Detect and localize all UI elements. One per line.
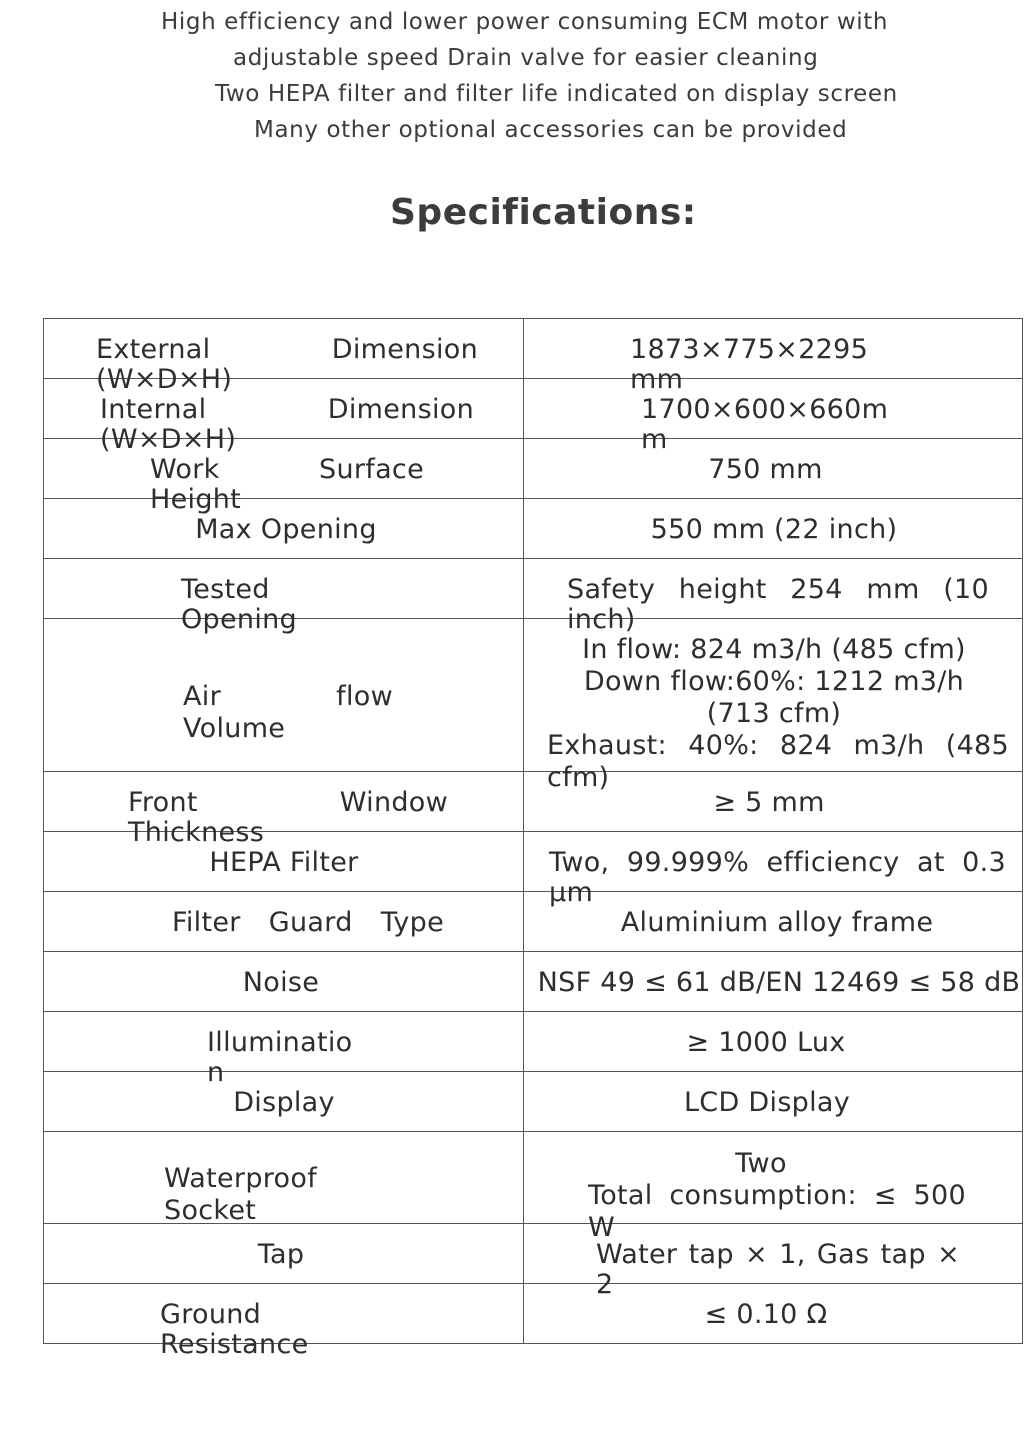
spec-value: 750 mm xyxy=(708,454,823,485)
spec-label: Air flow Volume xyxy=(183,681,393,744)
spec-label-cell xyxy=(44,892,524,952)
table-row xyxy=(44,379,1023,439)
spec-value-cell xyxy=(524,379,1023,455)
spec-label: Tested Opening xyxy=(181,574,297,635)
spec-label-cell xyxy=(44,1072,524,1132)
spec-value-cell xyxy=(524,892,1023,952)
spec-value: Water tap × 1, Gas tap × 2 xyxy=(596,1239,960,1300)
table-row xyxy=(44,1012,1023,1072)
spec-label: Front Window Thickness xyxy=(128,787,448,848)
spec-label: Ground Resistance xyxy=(160,1299,309,1360)
table-row xyxy=(44,619,1023,772)
spec-label-cell xyxy=(44,952,524,1012)
spec-value-cell xyxy=(524,772,1023,832)
specifications-table xyxy=(43,318,1023,1360)
spec-value-cell xyxy=(524,439,1023,499)
spec-label-cell xyxy=(44,499,524,559)
intro-line-accessories: Many other optional accessories can be provided xyxy=(254,117,848,143)
spec-value-cell xyxy=(524,1224,1023,1300)
spec-label-cell xyxy=(44,439,524,515)
table-row xyxy=(44,772,1023,832)
table-row xyxy=(44,1132,1023,1224)
spec-value-cell xyxy=(524,1072,1023,1132)
table-row xyxy=(44,1284,1023,1344)
spec-label: Tap xyxy=(257,1239,305,1270)
spec-label: Work Surface Height xyxy=(150,454,424,515)
spec-value: Aluminium alloy frame xyxy=(620,907,934,938)
spec-label-cell xyxy=(44,319,524,395)
spec-value: 1700×600×660mm xyxy=(641,394,889,455)
spec-value: 1873×775×2295 mm xyxy=(630,334,869,395)
spec-label-cell xyxy=(44,559,524,635)
intro-line-drain-valve: adjustable speed Drain valve for easier cleaning xyxy=(233,45,819,71)
spec-label-cell xyxy=(44,832,524,892)
spec-label-cell xyxy=(44,772,524,848)
spec-label-cell xyxy=(44,1012,524,1088)
spec-value-line: In flow: 824 m3/h (485 cfm) xyxy=(582,634,966,665)
table-row xyxy=(44,439,1023,499)
table-row xyxy=(44,1072,1023,1132)
spec-value: ≥ 1000 Lux xyxy=(686,1027,846,1058)
spec-value-cell xyxy=(524,952,1023,1012)
spec-value: NSF 49 ≤ 61 dB/EN 12469 ≤ 58 dB xyxy=(537,967,1021,998)
spec-value: Two, 99.999% efficiency at 0.3 μm xyxy=(549,847,1006,908)
spec-label: Display xyxy=(233,1087,335,1118)
table-row xyxy=(44,499,1023,559)
table-row xyxy=(44,892,1023,952)
spec-value-line: Down flow:60%: 1212 m3/h xyxy=(583,666,965,697)
spec-label: Max Opening xyxy=(195,514,377,545)
table-row xyxy=(44,319,1023,379)
spec-value-cell xyxy=(524,832,1023,908)
spec-label: External Dimension (W×D×H) xyxy=(96,334,478,395)
spec-value-cell xyxy=(524,499,1023,559)
spec-value: Safety height 254 mm (10 inch) xyxy=(567,574,989,635)
intro-line-motor: High efficiency and lower power consuming ECM motor with xyxy=(161,9,889,35)
spec-value-cell xyxy=(524,619,1023,793)
table-row xyxy=(44,832,1023,892)
intro-line-hepa: Two HEPA filter and filter life indicated on display screen xyxy=(215,81,898,107)
spec-label-cell xyxy=(44,619,524,772)
spec-label-cell xyxy=(44,379,524,455)
spec-label-cell xyxy=(44,1224,524,1284)
table-row xyxy=(44,559,1023,619)
table-row xyxy=(44,952,1023,1012)
spec-value-cell xyxy=(524,1284,1023,1344)
spec-label: Illumination xyxy=(207,1027,353,1088)
spec-label: HEPA Filter xyxy=(209,847,359,878)
spec-label: Filter Guard Type xyxy=(172,907,444,938)
spec-value-cell xyxy=(524,319,1023,395)
spec-value-line: Exhaust: 40%: 824 m3/h (485 cfm) xyxy=(547,730,1009,793)
spec-value-line: Total consumption: ≤ 500 W xyxy=(588,1180,966,1243)
spec-value: LCD Display xyxy=(683,1087,851,1118)
spec-value-cell xyxy=(524,1012,1023,1072)
spec-label-cell xyxy=(44,1284,524,1360)
spec-value: ≤ 0.10 Ω xyxy=(704,1299,828,1330)
spec-label: Noise xyxy=(242,967,320,998)
table-row xyxy=(44,1224,1023,1284)
spec-value-line: Two xyxy=(735,1148,787,1179)
spec-label: Internal Dimension (W×D×H) xyxy=(100,394,474,455)
spec-value: ≥ 5 mm xyxy=(713,787,825,818)
specifications-heading: Specifications: xyxy=(390,192,697,233)
spec-value-cell xyxy=(524,559,1023,635)
spec-label: Waterproof Socket xyxy=(164,1163,318,1226)
spec-value-cell xyxy=(524,1132,1023,1243)
spec-label-cell xyxy=(44,1132,524,1224)
spec-value-line: (713 cfm) xyxy=(706,698,842,729)
spec-value: 550 mm (22 inch) xyxy=(650,514,898,545)
